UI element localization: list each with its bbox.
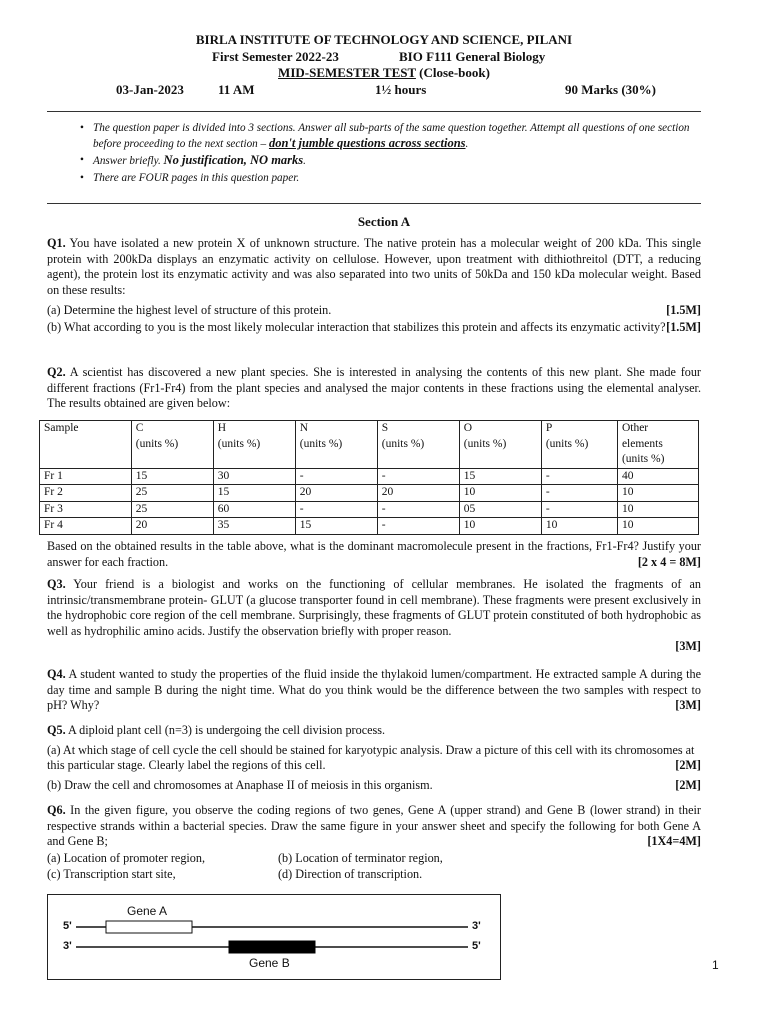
table-cell: Fr 2 xyxy=(40,485,132,502)
table-cell: - xyxy=(541,468,617,485)
table-cell: Fr 4 xyxy=(40,518,132,535)
exam-marks: 90 Marks (30%) xyxy=(565,82,656,97)
question-text: A scientist has discovered a new plant species. She is interested in analysing the contents of this new plant. She made four different fractions (Fr1-Fr4) from the plant species and analysed the major contents in these fractions using the elemental analyser. The results obtained are given below: xyxy=(47,365,701,410)
question-text: A student wanted to study the properties of the fluid inside the thylakoid lumen/compartment. He extracted sample A during the day time and sample B during the night time. What do you think would be the difference between the two samples with respect to pH? Why? xyxy=(47,667,701,712)
table-cell: 20 xyxy=(377,485,459,502)
question-6 xyxy=(47,803,701,850)
table-cell: 10 xyxy=(617,485,698,502)
question-number: Q6. xyxy=(47,803,66,817)
table-cell: 25 xyxy=(131,485,213,502)
table-cell: 15 xyxy=(131,468,213,485)
table-cell: 25 xyxy=(131,501,213,518)
question-3 xyxy=(47,577,701,655)
question-text: You have isolated a new protein X of unknown structure. The native protein has a molecular weight of 200 kDa. This single protein with 200kDa displays an enzymatic activity on cellulose. However, upon treatment with dithiothreitol (DTT, a reducing agent), the protein lost its enzymatic activity and was also separated into two units of 50kDa and 150 kDa molecular weight. Based on these results: xyxy=(47,236,701,297)
table-header-row xyxy=(40,421,699,469)
gene-b-box xyxy=(229,941,315,953)
marks: [1X4=4M] xyxy=(647,834,701,848)
gene-figure xyxy=(47,894,501,980)
subquestion-d: (d) Direction of transcription. xyxy=(278,867,423,881)
question-number: Q5. xyxy=(47,723,66,737)
gene-a-box xyxy=(106,921,192,933)
table-cell: 30 xyxy=(213,468,295,485)
table-cell: 10 xyxy=(459,518,541,535)
table-header-cell: P (units %) xyxy=(541,421,617,469)
subquestion-a: (a) Location of promoter region, xyxy=(47,851,206,865)
question-number: Q3. xyxy=(47,577,66,591)
table-cell: - xyxy=(295,501,377,518)
instruction-emphasis: No justification, NO marks xyxy=(163,153,304,167)
table-header-cell: Sample xyxy=(40,421,132,469)
question-5 xyxy=(47,723,701,793)
table-row xyxy=(40,485,699,502)
table-cell: 60 xyxy=(213,501,295,518)
lower-right-end: 5' xyxy=(472,940,481,952)
question-text: Based on the obtained results in the table above, what is the dominant macromolecule present in the fractions, Fr1-Fr4? Justify your answer for each fraction. xyxy=(47,539,701,569)
instruction-item: • The question paper is divided into 3 sections. Answer all sub-parts of the same question together. Attempt all questions of one section before proceeding to the next section – don't jumble questions across sections. xyxy=(80,121,720,151)
institute-title: BIRLA INSTITUTE OF TECHNOLOGY AND SCIENCE, PILANI xyxy=(195,32,573,47)
exam-duration: 1½ hours xyxy=(375,82,427,97)
instruction-emphasis: don't jumble questions across sections xyxy=(268,135,466,150)
marks: [1.5M] xyxy=(666,303,701,317)
table-cell: Fr 1 xyxy=(40,468,132,485)
instructions-divider xyxy=(47,203,701,204)
instructions-list xyxy=(80,121,720,185)
lower-left-end: 3' xyxy=(63,940,72,952)
marks: [2M] xyxy=(675,758,701,772)
question-number: Q1. xyxy=(47,236,66,250)
marks: [3M] xyxy=(675,639,701,653)
section-title: Section A xyxy=(357,214,411,229)
table-cell: 10 xyxy=(541,518,617,535)
table-cell: Fr 3 xyxy=(40,501,132,518)
instruction-item: • There are FOUR pages in this question paper. xyxy=(80,171,720,186)
test-mode: (Close-book) xyxy=(415,65,490,80)
upper-left-end: 5' xyxy=(63,920,72,932)
subquestion-a: (a) Determine the highest level of structure of this protein. xyxy=(47,303,332,317)
subquestion-b: (b) What according to you is the most likely molecular interaction that stabilizes this protein and affects its enzymatic activity? xyxy=(47,319,666,334)
question-1 xyxy=(47,236,701,335)
table-cell: 05 xyxy=(459,501,541,518)
subquestion-b: (b) Location of terminator region, xyxy=(278,851,443,865)
table-cell: - xyxy=(541,501,617,518)
table-cell: - xyxy=(377,518,459,535)
table-cell: 20 xyxy=(295,485,377,502)
marks: [2M] xyxy=(675,777,701,792)
marks: [2 x 4 = 8M] xyxy=(637,554,701,569)
elemental-analysis-table xyxy=(39,420,699,535)
marks: [3M] xyxy=(675,698,701,712)
table-cell: - xyxy=(295,468,377,485)
question-2-followup xyxy=(47,539,701,570)
semester: First Semester 2022-23 xyxy=(212,49,339,64)
test-name: MID-SEMESTER TEST xyxy=(278,65,416,80)
course-title: BIO F111 General Biology xyxy=(399,49,546,64)
question-4 xyxy=(47,667,701,714)
exam-date: 03-Jan-2023 xyxy=(116,82,184,97)
table-cell: 15 xyxy=(213,485,295,502)
table-cell: 15 xyxy=(459,468,541,485)
subquestion-a: (a) At which stage of cell cycle the cell should be stained for karyotypic analysis. Draw a picture of this cell with its chromosomes at this particular stage. Clearly label the regions of this cell. xyxy=(47,742,695,772)
table-cell: - xyxy=(377,468,459,485)
page-number: 1 xyxy=(712,958,719,972)
exam-time: 11 AM xyxy=(218,82,255,97)
instruction-item: • Answer briefly. No justification, NO marks. xyxy=(80,153,720,169)
table-cell: 35 xyxy=(213,518,295,535)
table-header-cell: S (units %) xyxy=(377,421,459,469)
question-2 xyxy=(47,365,701,412)
marks: [1.5M] xyxy=(666,319,701,334)
table-cell: 20 xyxy=(131,518,213,535)
top-divider xyxy=(47,111,701,112)
table-cell: 10 xyxy=(617,518,698,535)
table-header-cell: C (units %) xyxy=(131,421,213,469)
table-header-cell: N (units %) xyxy=(295,421,377,469)
table-header-cell: O (units %) xyxy=(459,421,541,469)
table-row xyxy=(40,501,699,518)
table-header-cell: H (units %) xyxy=(213,421,295,469)
question-text: Your friend is a biologist and works on the functioning of cellular membranes. He isolated the fragments of an intrinsic/transmembrane protein- GLUT (a glucose transporter found in cell membrane). These fragments were present exclusively in the hydrophobic core region of the cell membrane. Surprisingly, these fragments of GLUT protein constituted of both hydrophobic as well as hydrophilic amino acids. Justify the observation briefly with proper reason. xyxy=(47,577,701,638)
question-number: Q2. xyxy=(47,365,66,379)
gene-a-label: Gene A xyxy=(127,904,168,918)
subquestion-c: (c) Transcription start site, xyxy=(47,867,176,881)
table-row xyxy=(40,468,699,485)
table-cell: 10 xyxy=(459,485,541,502)
table-header-cell: Other elements (units %) xyxy=(617,421,698,469)
table-row xyxy=(40,518,699,535)
upper-right-end: 3' xyxy=(472,920,481,932)
table-cell: - xyxy=(541,485,617,502)
table-cell: 40 xyxy=(617,468,698,485)
table-cell: - xyxy=(377,501,459,518)
subquestion-b: (b) Draw the cell and chromosomes at Anaphase II of meiosis in this organism. xyxy=(47,777,433,792)
test-title xyxy=(0,65,768,81)
table-cell: 15 xyxy=(295,518,377,535)
question-number: Q4. xyxy=(47,667,66,681)
question-text: A diploid plant cell (n=3) is undergoing the cell division process. xyxy=(65,723,386,737)
table-cell: 10 xyxy=(617,501,698,518)
question-text: In the given figure, you observe the coding regions of two genes, Gene A (upper strand) and Gene B (lower strand) in their respective strands within a bacterial species. Draw the same figure in your answer sheet and specify the following for both Gene A and Gene B; xyxy=(47,803,701,848)
gene-b-label: Gene B xyxy=(249,956,290,970)
